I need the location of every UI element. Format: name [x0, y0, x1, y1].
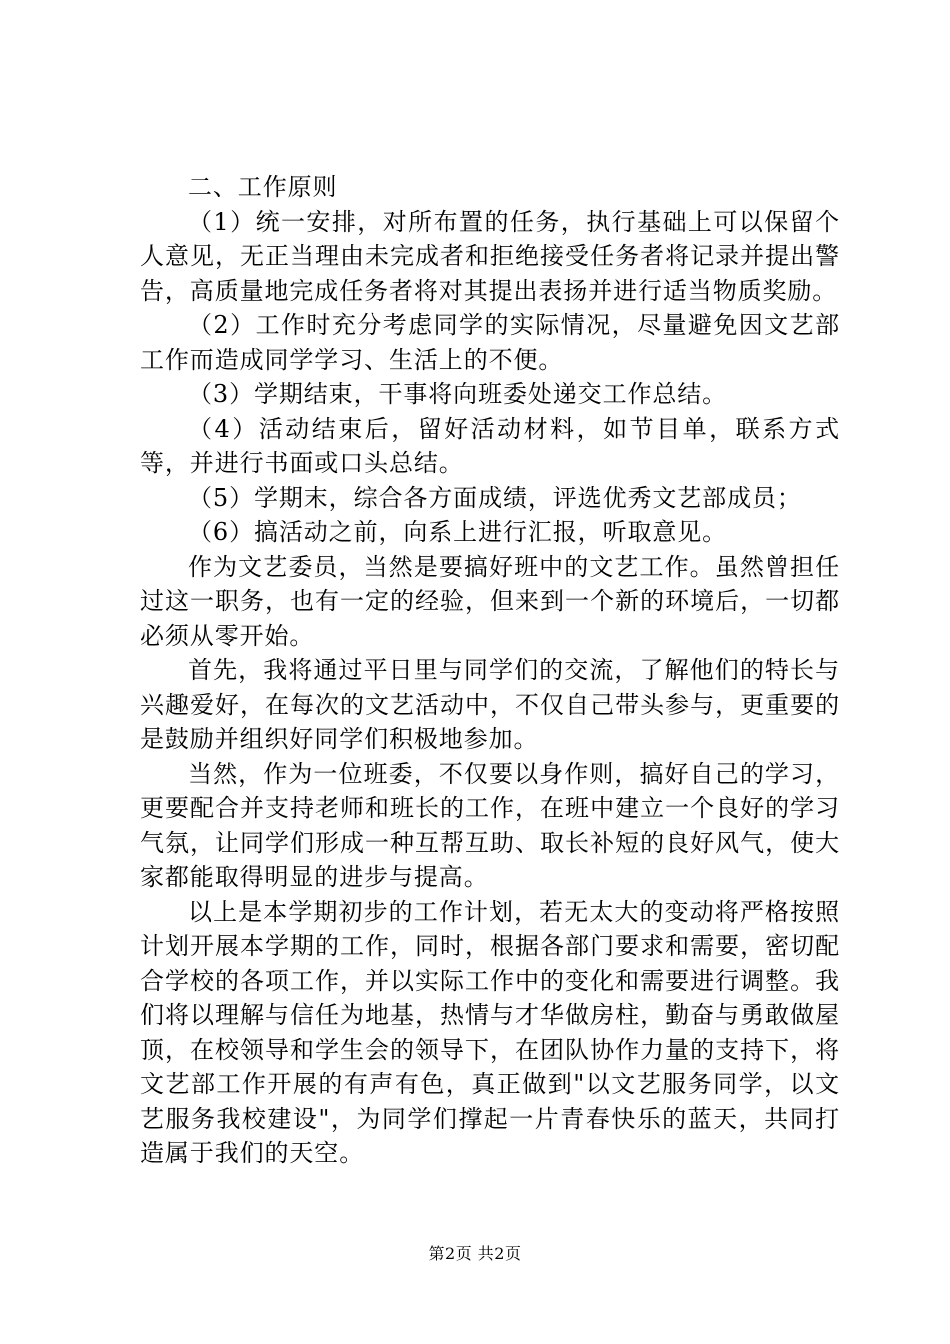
principle-item-5: （5）学期末，综合各方面成绩，评选优秀文艺部成员； — [188, 483, 802, 512]
section-heading: 二、工作原则 — [188, 173, 338, 201]
principle-item-3: （3）学期结束，干事将向班委处递交工作总结。 — [188, 380, 728, 408]
page-number-footer: 第2页 共2页 — [428, 1244, 522, 1263]
body-paragraph: 作为文艺委员，当然是要搞好班中的文艺工作。虽然曾担任过这一职务，也有一定的经验，但来到一个新的环境后，一切都必须从零开始。 — [140, 552, 840, 650]
principle-item-6: （6）搞活动之前，向系上进行汇报，听取意见。 — [188, 518, 728, 546]
principle-item-4: （4）活动结束后，留好活动材料，如节目单，联系方式等，并进行书面或口头总结。 — [140, 414, 840, 477]
body-paragraph: 首先，我将通过平日里与同学们的交流，了解他们的特长与兴趣爱好，在每次的文艺活动中，不仅自己带头参与，更重要的是鼓励并组织好同学们积极地参加。 — [140, 656, 840, 753]
body-paragraph: 以上是本学期初步的工作计划，若无太大的变动将严格按照计划开展本学期的工作，同时，根据各部门要求和需要，密切配合学校的各项工作，并以实际工作中的变化和需要进行调整。我们将以理解与信任为地基，热情与才华做房柱，勤奋与勇敢做屋顶，在校领导和学生会的领导下，在团队协作力量的支持下，将文艺部工作开展的有声有色，真正做到"以文艺服务同学，以文艺服务我校建设"，为同学们撑起一片青春快乐的蓝天，共同打造属于我们的天空。 — [140, 897, 840, 1167]
body-paragraph: 当然，作为一位班委，不仅要以身作则，搞好自己的学习，更要配合并支持老师和班长的工作，在班中建立一个良好的学习气氛，让同学们形成一种互帮互助、取长补短的良好风气，使大家都能取得明显的进步与提高。 — [140, 759, 840, 891]
document-body — [140, 170, 840, 1171]
principle-item-2: （2）工作时充分考虑同学的实际情况，尽量避免因文艺部工作而造成同学学习、生活上的不便。 — [140, 311, 840, 374]
principle-item-1: （1）统一安排，对所布置的任务，执行基础上可以保留个人意见，无正当理由未完成者和拒绝接受任务者将记录并提出警告，高质量地完成任务者将对其提出表扬并进行适当物质奖励。 — [140, 207, 840, 305]
